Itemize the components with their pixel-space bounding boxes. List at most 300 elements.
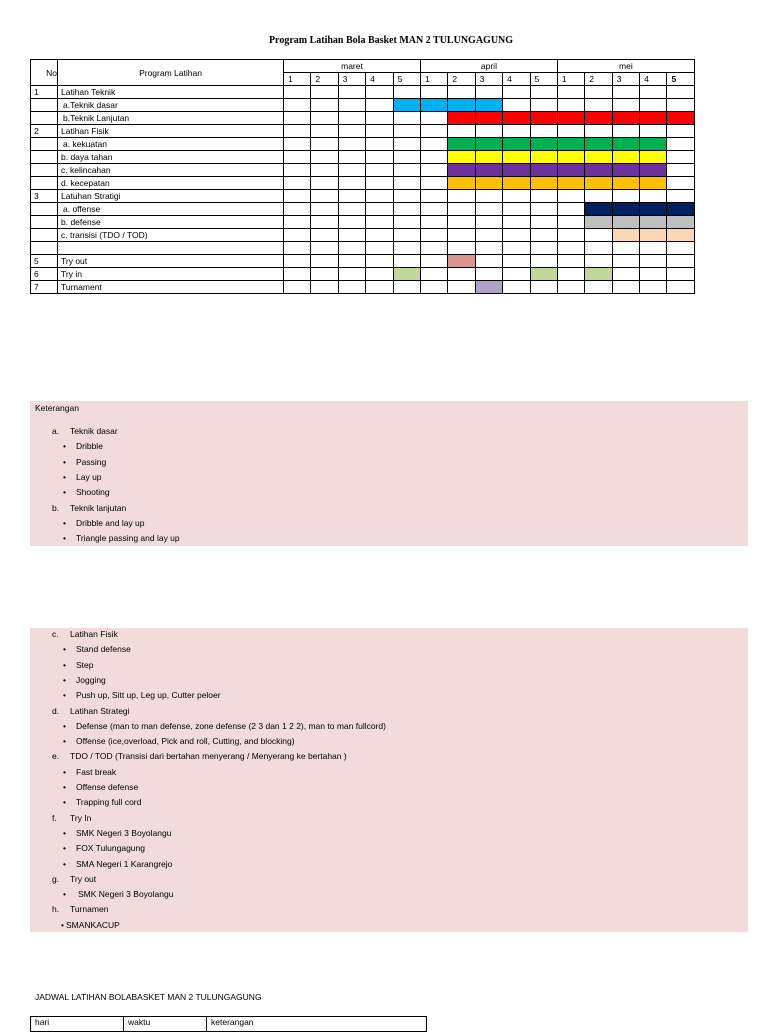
month-header: april: [420, 60, 557, 73]
schedule-cell-filled: [448, 254, 475, 267]
section-heading: [52, 751, 347, 761]
row-number: [31, 151, 58, 164]
schedule-cell-filled: [448, 138, 475, 151]
schedule-cell: [393, 280, 420, 293]
program-label: Latihan Teknik: [58, 86, 284, 99]
bullet-text: FOX Tulungagung: [76, 843, 145, 854]
section-text: Turnamen: [70, 904, 109, 915]
section-heading: [52, 904, 108, 914]
schedule-cell: [284, 203, 311, 216]
section-text: Latihan Fisik: [70, 629, 118, 639]
section-marker: h.: [52, 904, 60, 915]
bullet-item: [61, 920, 120, 930]
schedule-cell: [475, 229, 502, 242]
schedule-cell: [530, 125, 557, 138]
section-marker: f.: [52, 812, 57, 823]
schedule-cell: [530, 242, 557, 255]
week-header: 5: [393, 73, 420, 86]
week-header: 5: [667, 73, 694, 86]
schedule-cell: [667, 280, 694, 293]
bullet-text: Push up, Sitt up, Leg up, Cutter peloer: [76, 690, 221, 701]
schedule-cell: [284, 151, 311, 164]
schedule-cell: [557, 190, 584, 203]
schedule-cell-filled: [612, 216, 639, 229]
schedule-cell: [366, 242, 393, 255]
schedule-cell: [420, 229, 447, 242]
schedule-cell: [393, 151, 420, 164]
bullet-icon: •: [63, 441, 66, 452]
bullet-icon: •: [63, 827, 66, 838]
bullet-item: [63, 644, 131, 654]
schedule-cell-filled: [448, 151, 475, 164]
bullet-item: [63, 472, 102, 482]
schedule-cell: [667, 86, 694, 99]
row-number: [31, 177, 58, 190]
schedule-cell: [448, 267, 475, 280]
schedule-cell-filled: [475, 138, 502, 151]
schedule-cell-filled: [667, 203, 694, 216]
schedule-cell: [366, 151, 393, 164]
schedule-cell: [284, 190, 311, 203]
bullet-text: Offense (ice,overload, Pick and roll, Cutting, and blocking): [76, 736, 295, 747]
notes-box-2: [30, 628, 748, 932]
schedule-cell-filled: [475, 164, 502, 177]
schedule-cell: [311, 242, 338, 255]
schedule-cell: [284, 125, 311, 138]
schedule-cell: [366, 99, 393, 112]
schedule-cell: [366, 112, 393, 125]
bullet-icon: •: [63, 517, 66, 528]
schedule-row: [31, 280, 695, 293]
schedule-cell: [366, 190, 393, 203]
row-number: [31, 138, 58, 151]
schedule-cell-filled: [557, 177, 584, 190]
week-header: 3: [475, 73, 502, 86]
row-number: 2: [31, 125, 58, 138]
schedule-cell: [420, 203, 447, 216]
schedule-cell: [475, 267, 502, 280]
schedule-cell-filled: [448, 177, 475, 190]
schedule-footer-title: JADWAL LATIHAN BOLABASKET MAN 2 TULUNGAGUNG: [35, 992, 262, 1002]
schedule-cell: [338, 164, 365, 177]
schedule-cell: [311, 86, 338, 99]
schedule-cell: [366, 280, 393, 293]
bullet-item: [63, 675, 106, 685]
row-number: [31, 203, 58, 216]
schedule-cell: [448, 86, 475, 99]
schedule-cell-filled: [640, 164, 667, 177]
bullet-item: [63, 721, 386, 731]
bullet-text: SMA Negeri 1 Karangrejo: [76, 858, 173, 869]
schedule-cell: [366, 86, 393, 99]
schedule-cell: [338, 125, 365, 138]
schedule-cell: [284, 254, 311, 267]
program-label: Latihan Fisik: [58, 125, 284, 138]
bullet-text: SMANKACUP: [66, 919, 120, 930]
row-number: 6: [31, 267, 58, 280]
notes-box-1: [30, 401, 748, 546]
schedule-cell: [338, 229, 365, 242]
schedule-cell: [530, 254, 557, 267]
week-header: 1: [557, 73, 584, 86]
schedule-cell: [640, 254, 667, 267]
bullet-item: [63, 859, 172, 869]
bullet-icon: •: [63, 889, 66, 900]
schedule-cell: [640, 99, 667, 112]
footer-header-notes: keterangan: [207, 1017, 427, 1032]
bullet-item: [63, 843, 145, 853]
schedule-cell-filled: [612, 203, 639, 216]
schedule-cell: [557, 86, 584, 99]
row-number: [31, 112, 58, 125]
schedule-cell-filled: [612, 151, 639, 164]
schedule-cell-filled: [530, 177, 557, 190]
schedule-cell: [640, 125, 667, 138]
schedule-cell: [612, 190, 639, 203]
schedule-cell: [284, 267, 311, 280]
bullet-item: [63, 797, 141, 807]
schedule-cell: [530, 190, 557, 203]
schedule-cell-filled: [530, 267, 557, 280]
schedule-cell: [530, 229, 557, 242]
schedule-cell: [448, 190, 475, 203]
schedule-cell-filled: [475, 151, 502, 164]
schedule-cell-filled: [640, 216, 667, 229]
schedule-cell: [448, 216, 475, 229]
footer-header-time: waktu: [124, 1017, 207, 1032]
schedule-cell: [393, 203, 420, 216]
schedule-cell: [420, 112, 447, 125]
schedule-row: [31, 254, 695, 267]
program-label: b. defense: [58, 216, 284, 229]
section-heading: [52, 426, 118, 436]
bullet-text: Dribble: [76, 441, 103, 452]
schedule-cell: [530, 216, 557, 229]
week-header: 3: [338, 73, 365, 86]
schedule-cell: [612, 242, 639, 255]
schedule-row: [31, 99, 695, 112]
schedule-cell: [420, 190, 447, 203]
bullet-text: Jogging: [76, 674, 106, 685]
schedule-cell-filled: [448, 99, 475, 112]
schedule-cell: [585, 190, 612, 203]
bullet-icon: •: [61, 919, 64, 930]
bullet-item: [63, 457, 106, 467]
schedule-cell: [640, 267, 667, 280]
schedule-cell: [284, 99, 311, 112]
schedule-cell: [284, 216, 311, 229]
schedule-row: [31, 177, 695, 190]
schedule-cell: [393, 86, 420, 99]
bullet-icon: •: [63, 720, 66, 731]
row-number: 3: [31, 190, 58, 203]
schedule-cell: [585, 242, 612, 255]
week-header: 4: [640, 73, 667, 86]
schedule-cell: [557, 125, 584, 138]
schedule-cell: [557, 203, 584, 216]
schedule-cell-filled: [612, 112, 639, 125]
schedule-cell-filled: [530, 138, 557, 151]
row-number: 5: [31, 254, 58, 267]
schedule-cell: [475, 242, 502, 255]
schedule-cell: [612, 267, 639, 280]
schedule-row: [31, 151, 695, 164]
week-header: 1: [420, 73, 447, 86]
section-text: Teknik lanjutan: [70, 502, 127, 513]
bullet-item: [63, 782, 138, 792]
schedule-cell: [338, 242, 365, 255]
schedule-cell: [503, 216, 530, 229]
schedule-cell: [448, 280, 475, 293]
row-number: 1: [31, 86, 58, 99]
schedule-cell: [530, 99, 557, 112]
schedule-cell: [420, 177, 447, 190]
schedule-cell: [503, 125, 530, 138]
schedule-cell: [338, 138, 365, 151]
schedule-cell-filled: [640, 151, 667, 164]
schedule-cell: [667, 177, 694, 190]
schedule-cell: [475, 190, 502, 203]
schedule-cell: [557, 242, 584, 255]
schedule-cell: [448, 229, 475, 242]
schedule-cell: [393, 242, 420, 255]
schedule-cell: [311, 164, 338, 177]
schedule-body: [31, 86, 695, 294]
document-title: Program Latihan Bola Basket MAN 2 TULUNGAGUNG: [268, 35, 514, 46]
schedule-cell: [284, 138, 311, 151]
schedule-cell: [585, 86, 612, 99]
schedule-cell: [366, 177, 393, 190]
schedule-row: [31, 138, 695, 151]
schedule-cell: [338, 177, 365, 190]
bullet-icon: •: [63, 644, 66, 655]
week-header: 2: [585, 73, 612, 86]
schedule-cell-filled: [503, 112, 530, 125]
schedule-cell: [311, 112, 338, 125]
row-number: [31, 164, 58, 177]
bullet-text: Lay up: [76, 471, 102, 482]
bullet-icon: •: [63, 456, 66, 467]
bullet-text: SMK Negeri 3 Boyolangu: [76, 827, 172, 838]
schedule-cell: [338, 99, 365, 112]
schedule-cell: [393, 254, 420, 267]
bullet-item: [63, 889, 173, 899]
schedule-cell: [612, 86, 639, 99]
row-number: [31, 242, 58, 255]
schedule-cell-filled: [448, 112, 475, 125]
schedule-cell: [338, 112, 365, 125]
schedule-cell-filled: [667, 112, 694, 125]
schedule-cell-filled: [503, 164, 530, 177]
bullet-text: Step: [76, 659, 94, 670]
schedule-cell: [585, 280, 612, 293]
schedule-cell: [475, 254, 502, 267]
week-header: 4: [366, 73, 393, 86]
schedule-cell: [585, 254, 612, 267]
schedule-cell: [503, 229, 530, 242]
schedule-cell-filled: [612, 177, 639, 190]
footer-header-day: hari: [31, 1017, 124, 1032]
schedule-cell: [475, 216, 502, 229]
schedule-cell: [530, 86, 557, 99]
schedule-cell: [420, 216, 447, 229]
bullet-item: [63, 660, 94, 670]
schedule-cell: [393, 229, 420, 242]
schedule-cell: [284, 242, 311, 255]
schedule-cell: [448, 125, 475, 138]
section-marker: c.: [52, 629, 59, 639]
bullet-text: Stand defense: [76, 644, 131, 655]
schedule-cell-filled: [475, 280, 502, 293]
section-text: Try In: [70, 812, 92, 823]
schedule-cell: [311, 203, 338, 216]
schedule-cell-filled: [612, 138, 639, 151]
schedule-cell: [640, 280, 667, 293]
program-label: c. transisi (TDO / TOD): [58, 229, 284, 242]
schedule-cell: [667, 125, 694, 138]
schedule-row: [31, 267, 695, 280]
schedule-row: [31, 125, 695, 138]
bullet-icon: •: [63, 690, 66, 701]
row-number: [31, 99, 58, 112]
schedule-cell-filled: [530, 112, 557, 125]
week-header: 2: [448, 73, 475, 86]
schedule-cell-filled: [585, 112, 612, 125]
bullet-icon: •: [63, 471, 66, 482]
schedule-row: [31, 242, 695, 255]
program-label: Turnament: [58, 280, 284, 293]
schedule-cell-filled: [612, 229, 639, 242]
schedule-cell: [338, 280, 365, 293]
schedule-cell: [475, 125, 502, 138]
section-marker: g.: [52, 873, 60, 884]
bullet-icon: •: [63, 766, 66, 777]
schedule-cell: [393, 125, 420, 138]
schedule-row: [31, 86, 695, 99]
schedule-cell: [503, 242, 530, 255]
row-number: 7: [31, 280, 58, 293]
schedule-cell: [366, 138, 393, 151]
schedule-cell: [311, 99, 338, 112]
schedule-cell: [667, 151, 694, 164]
row-number: [31, 229, 58, 242]
schedule-cell: [311, 177, 338, 190]
week-header: 5: [530, 73, 557, 86]
schedule-cell: [420, 267, 447, 280]
section-marker: a.: [52, 426, 60, 436]
week-header: 2: [311, 73, 338, 86]
schedule-cell: [557, 99, 584, 112]
schedule-cell: [503, 280, 530, 293]
schedule-cell: [667, 138, 694, 151]
bullet-item: [63, 518, 145, 528]
schedule-cell: [366, 216, 393, 229]
schedule-cell-filled: [667, 229, 694, 242]
schedule-cell: [393, 112, 420, 125]
schedule-cell: [557, 254, 584, 267]
schedule-cell-filled: [640, 138, 667, 151]
schedule-cell: [612, 254, 639, 267]
section-heading: [52, 706, 130, 716]
no-header: No: [31, 60, 58, 86]
schedule-cell-filled: [585, 267, 612, 280]
program-header: Program Latihan: [58, 60, 284, 86]
schedule-cell: [667, 99, 694, 112]
schedule-cell: [420, 280, 447, 293]
month-header-row: [31, 60, 695, 73]
schedule-cell: [366, 267, 393, 280]
schedule-cell: [612, 99, 639, 112]
schedule-cell: [284, 164, 311, 177]
schedule-cell: [338, 203, 365, 216]
schedule-cell-filled: [640, 177, 667, 190]
schedule-cell: [503, 99, 530, 112]
schedule-cell-filled: [420, 99, 447, 112]
schedule-cell-filled: [557, 138, 584, 151]
schedule-cell: [612, 125, 639, 138]
schedule-cell: [503, 267, 530, 280]
schedule-cell-filled: [475, 177, 502, 190]
schedule-cell: [585, 229, 612, 242]
schedule-cell: [557, 280, 584, 293]
schedule-cell: [284, 86, 311, 99]
schedule-cell-filled: [448, 164, 475, 177]
bullet-icon: •: [63, 736, 66, 747]
schedule-cell: [475, 203, 502, 216]
schedule-cell-filled: [503, 177, 530, 190]
bullet-text: Dribble and lay up: [76, 517, 145, 528]
program-label: Latuhan Stratigi: [58, 190, 284, 203]
schedule-cell: [420, 164, 447, 177]
bullet-item: [63, 690, 221, 700]
bullet-item: [63, 487, 110, 497]
schedule-cell: [393, 177, 420, 190]
bullet-text: Passing: [76, 456, 107, 467]
schedule-row: [31, 203, 695, 216]
program-label: Try in: [58, 267, 284, 280]
schedule-cell: [530, 280, 557, 293]
schedule-cell: [448, 242, 475, 255]
schedule-cell: [393, 216, 420, 229]
schedule-cell: [640, 242, 667, 255]
schedule-row: [31, 229, 695, 242]
schedule-cell: [366, 164, 393, 177]
schedule-cell: [503, 190, 530, 203]
schedule-cell: [640, 86, 667, 99]
schedule-cell-filled: [585, 203, 612, 216]
schedule-cell: [284, 177, 311, 190]
schedule-cell-filled: [393, 99, 420, 112]
schedule-cell-filled: [612, 164, 639, 177]
bullet-icon: •: [63, 797, 66, 808]
schedule-cell: [557, 229, 584, 242]
bullet-item: [63, 533, 180, 543]
schedule-cell-filled: [475, 99, 502, 112]
program-label: c. kelincahan: [58, 164, 284, 177]
schedule-cell: [338, 190, 365, 203]
section-heading: [52, 503, 126, 513]
schedule-cell: [667, 254, 694, 267]
bullet-item: [63, 767, 116, 777]
bullet-item: [63, 441, 103, 451]
schedule-cell: [420, 151, 447, 164]
schedule-cell-filled: [585, 177, 612, 190]
bullet-text: Triangle passing and lay up: [76, 533, 180, 544]
schedule-cell-filled: [557, 112, 584, 125]
schedule-cell: [503, 203, 530, 216]
bullet-text: SMK Negeri 3 Boyolangu: [78, 889, 174, 900]
week-header: 3: [612, 73, 639, 86]
